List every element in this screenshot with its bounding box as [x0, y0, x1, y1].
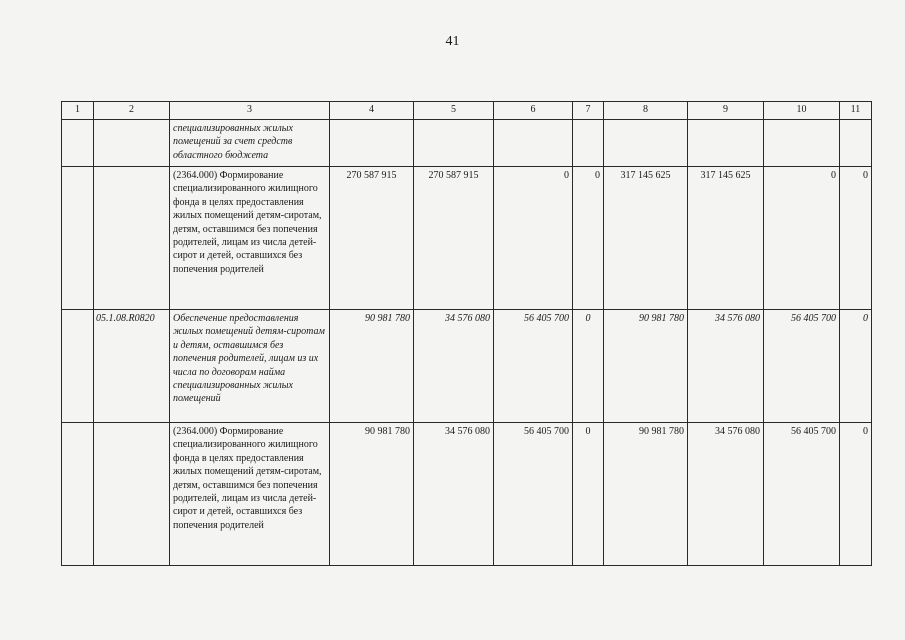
table-cell-name: (2364.000) Формирование специализированного жилищного фонда в целях предоставления жилых помещений детям-сиротам, детям, оставшимся без попечения родителей, лицам из числа детей-сирот и детей, оставшихся без попечения родителей	[170, 167, 330, 310]
table-cell-value: 90 981 780	[604, 310, 688, 423]
table-cell-value: 90 981 780	[330, 423, 414, 566]
table-cell-value: 34 576 080	[414, 310, 494, 423]
table-row	[62, 310, 872, 423]
column-header: 6	[494, 102, 573, 120]
column-header: 1	[62, 102, 94, 120]
column-header: 9	[688, 102, 764, 120]
column-header: 10	[764, 102, 840, 120]
table-cell-value	[330, 120, 414, 167]
page-number: 41	[445, 34, 460, 49]
table-cell-value: 34 576 080	[414, 423, 494, 566]
table-cell-value	[840, 120, 872, 167]
budget-table	[61, 101, 872, 566]
table-cell-value: 90 981 780	[604, 423, 688, 566]
table-cell	[62, 423, 94, 566]
table-cell-value	[494, 120, 573, 167]
table-cell-value: 270 587 915	[330, 167, 414, 310]
table-cell-value: 56 405 700	[494, 423, 573, 566]
table-cell-value: 0	[764, 167, 840, 310]
table-cell-value	[688, 120, 764, 167]
table-row	[62, 167, 872, 310]
table-cell-value	[604, 120, 688, 167]
table-cell	[62, 120, 94, 167]
table-cell-value: 0	[840, 167, 872, 310]
table-cell-name: Обеспечение предоставления жилых помещений детям-сиротам и детям, оставшимся без попечения родителей, лицам из их числа по договорам найма специализированных жилых помещений	[170, 310, 330, 423]
column-header: 2	[94, 102, 170, 120]
table-cell-value: 34 576 080	[688, 310, 764, 423]
column-header: 8	[604, 102, 688, 120]
table-cell-value: 56 405 700	[494, 310, 573, 423]
table-cell	[62, 167, 94, 310]
column-number-row	[62, 102, 872, 120]
table-cell-value: 0	[573, 423, 604, 566]
table-cell-code: 05.1.08.R0820	[94, 310, 170, 423]
column-header: 3	[170, 102, 330, 120]
table-cell-value: 317 145 625	[688, 167, 764, 310]
table-cell-value: 34 576 080	[688, 423, 764, 566]
table-cell-value: 0	[840, 310, 872, 423]
table-cell-code	[94, 167, 170, 310]
table-cell-value: 317 145 625	[604, 167, 688, 310]
table-row	[62, 120, 872, 167]
table-cell-name: (2364.000) Формирование специализированного жилищного фонда в целях предоставления жилых помещений детям-сиротам, детям, оставшимся без попечения родителей, лицам из числа детей-сирот и детей, оставшихся без попечения родителей	[170, 423, 330, 566]
table-cell-value: 0	[840, 423, 872, 566]
column-header: 5	[414, 102, 494, 120]
table-cell-value	[764, 120, 840, 167]
table-cell-value	[573, 120, 604, 167]
table-cell-value: 0	[573, 167, 604, 310]
table-cell-value: 270 587 915	[414, 167, 494, 310]
table-cell-value: 0	[573, 310, 604, 423]
table-row	[62, 423, 872, 566]
table-cell-name: специализированных жилых помещений за счет средств областного бюджета	[170, 120, 330, 167]
table-cell-code	[94, 120, 170, 167]
column-header: 4	[330, 102, 414, 120]
column-header: 7	[573, 102, 604, 120]
table-cell	[62, 310, 94, 423]
table-cell-value: 56 405 700	[764, 423, 840, 566]
table-cell-code	[94, 423, 170, 566]
table-cell-value: 56 405 700	[764, 310, 840, 423]
column-header: 11	[840, 102, 872, 120]
table-cell-value	[414, 120, 494, 167]
table-cell-value: 90 981 780	[330, 310, 414, 423]
table-cell-value: 0	[494, 167, 573, 310]
